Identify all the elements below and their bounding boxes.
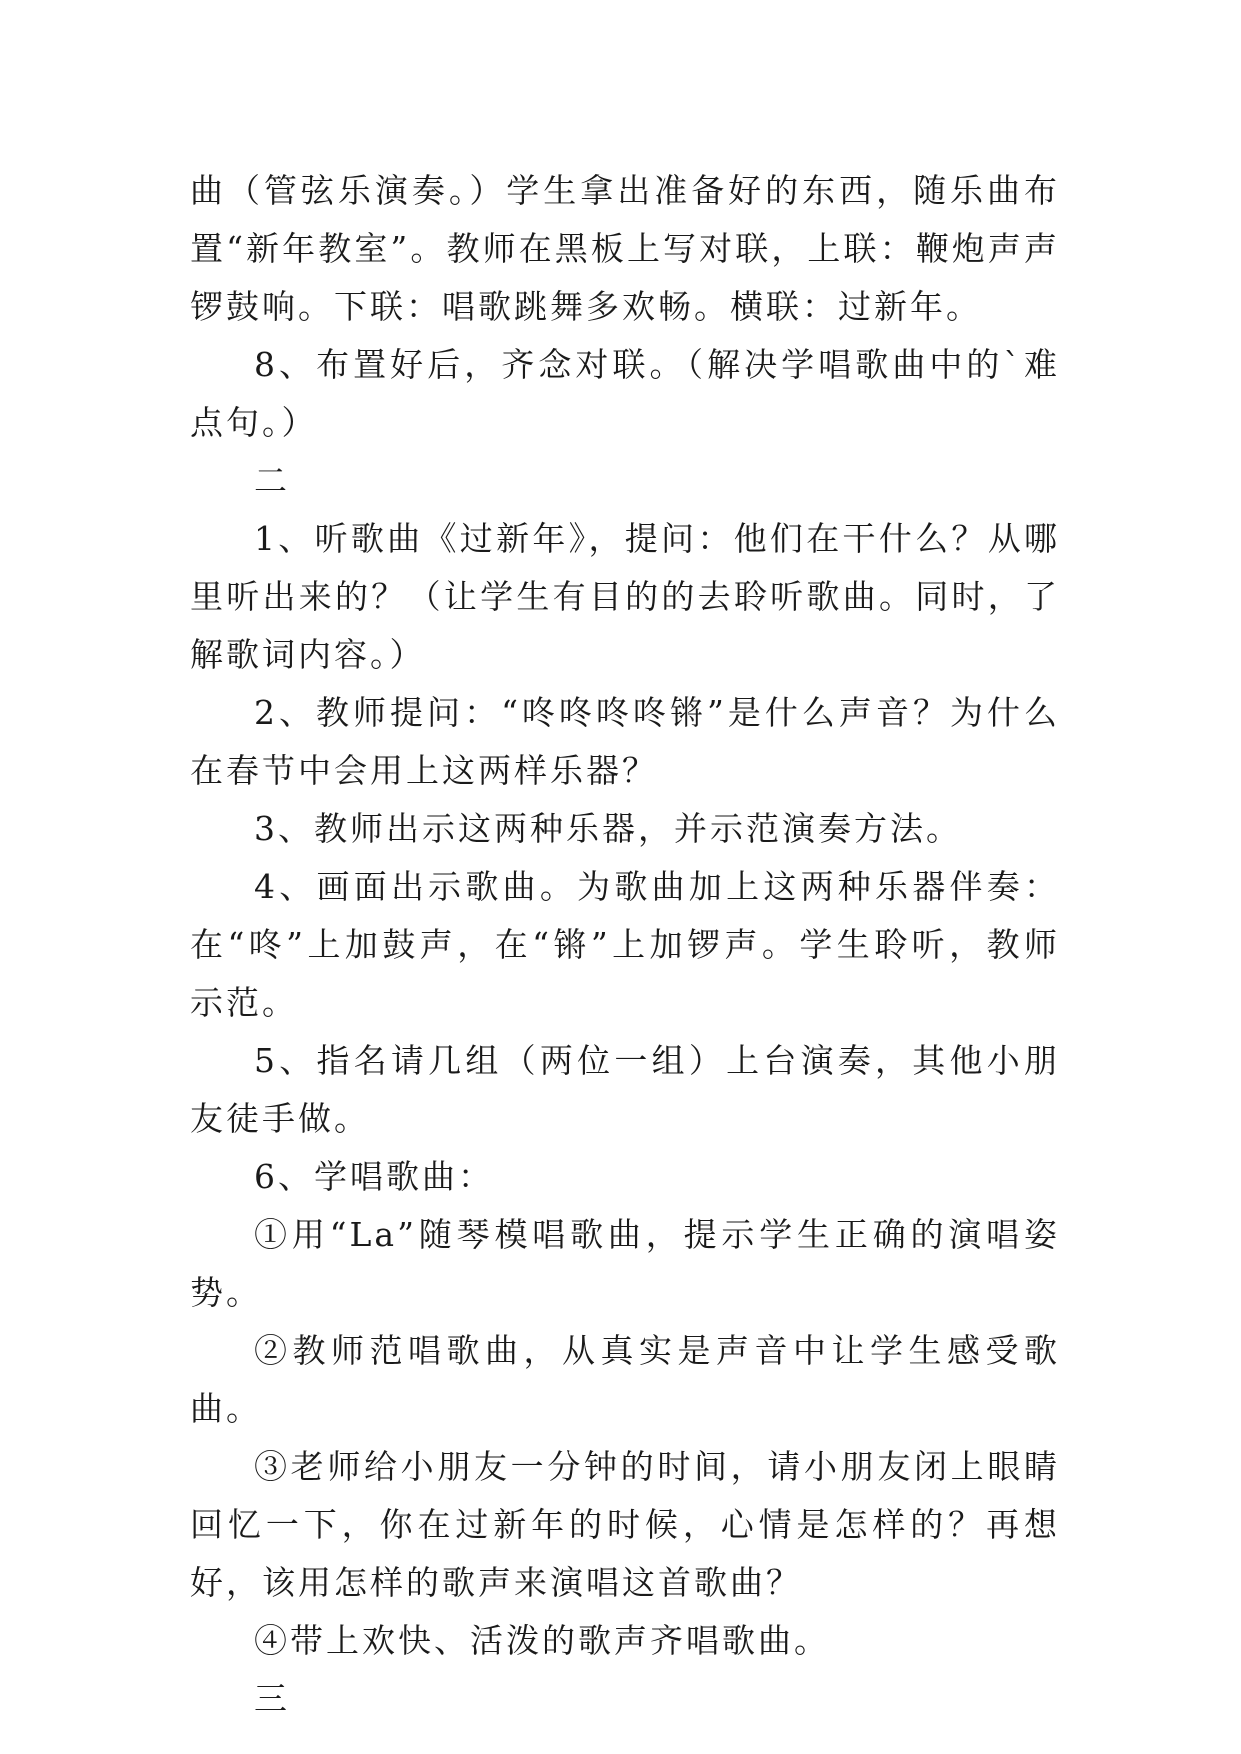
paragraph-step-3: 3、教师出示这两种乐器，并示范演奏方法。 <box>254 809 962 848</box>
section-heading-three: 三 <box>254 1679 290 1718</box>
paragraph-substep-4: ④带上欢快、活泼的歌声齐唱歌曲。 <box>254 1621 830 1660</box>
paragraph-step-4: 4、画面出示歌曲。为歌曲加上这两种乐器伴奏：在“咚”上加鼓声，在“锵”上加锣声。学生聆听，教师示范。 <box>190 867 1060 1022</box>
paragraph-substep-3: ③老师给小朋友一分钟的时间，请小朋友闭上眼睛回忆一下，你在过新年的时候，心情是怎样的？再想好，该用怎样的歌声来演唱这首歌曲？ <box>190 1447 1060 1602</box>
paragraph-step-6: 6、学唱歌曲： <box>254 1157 494 1196</box>
paragraph-step-1: 1、听歌曲《过新年》，提问：他们在干什么？从哪里听出来的？（让学生有目的的去聆听歌曲。同时，了解歌词内容。） <box>190 519 1060 674</box>
paragraph-substep-2: ②教师范唱歌曲，从真实是声音中让学生感受歌曲。 <box>190 1331 1060 1428</box>
paragraph-substep-1: ①用“La”随琴模唱歌曲，提示学生正确的演唱姿势。 <box>190 1215 1060 1312</box>
paragraph-step-5: 5、指名请几组（两位一组）上台演奏，其他小朋友徒手做。 <box>190 1041 1060 1138</box>
section-heading-two: 二 <box>254 461 290 500</box>
paragraph-step-2: 2、教师提问：“咚咚咚咚锵”是什么声音？为什么在春节中会用上这两样乐器？ <box>190 693 1060 790</box>
paragraph-step-8: 8、布置好后，齐念对联。（解决学唱歌曲中的`难点句。） <box>190 345 1060 442</box>
paragraph-continuation: 曲（管弦乐演奏。）学生拿出准备好的东西，随乐曲布置“新年教室”。教师在黑板上写对联，上联：鞭炮声声锣鼓响。下联：唱歌跳舞多欢畅。横联：过新年。 <box>190 171 1060 326</box>
document-body <box>190 162 1060 1728</box>
